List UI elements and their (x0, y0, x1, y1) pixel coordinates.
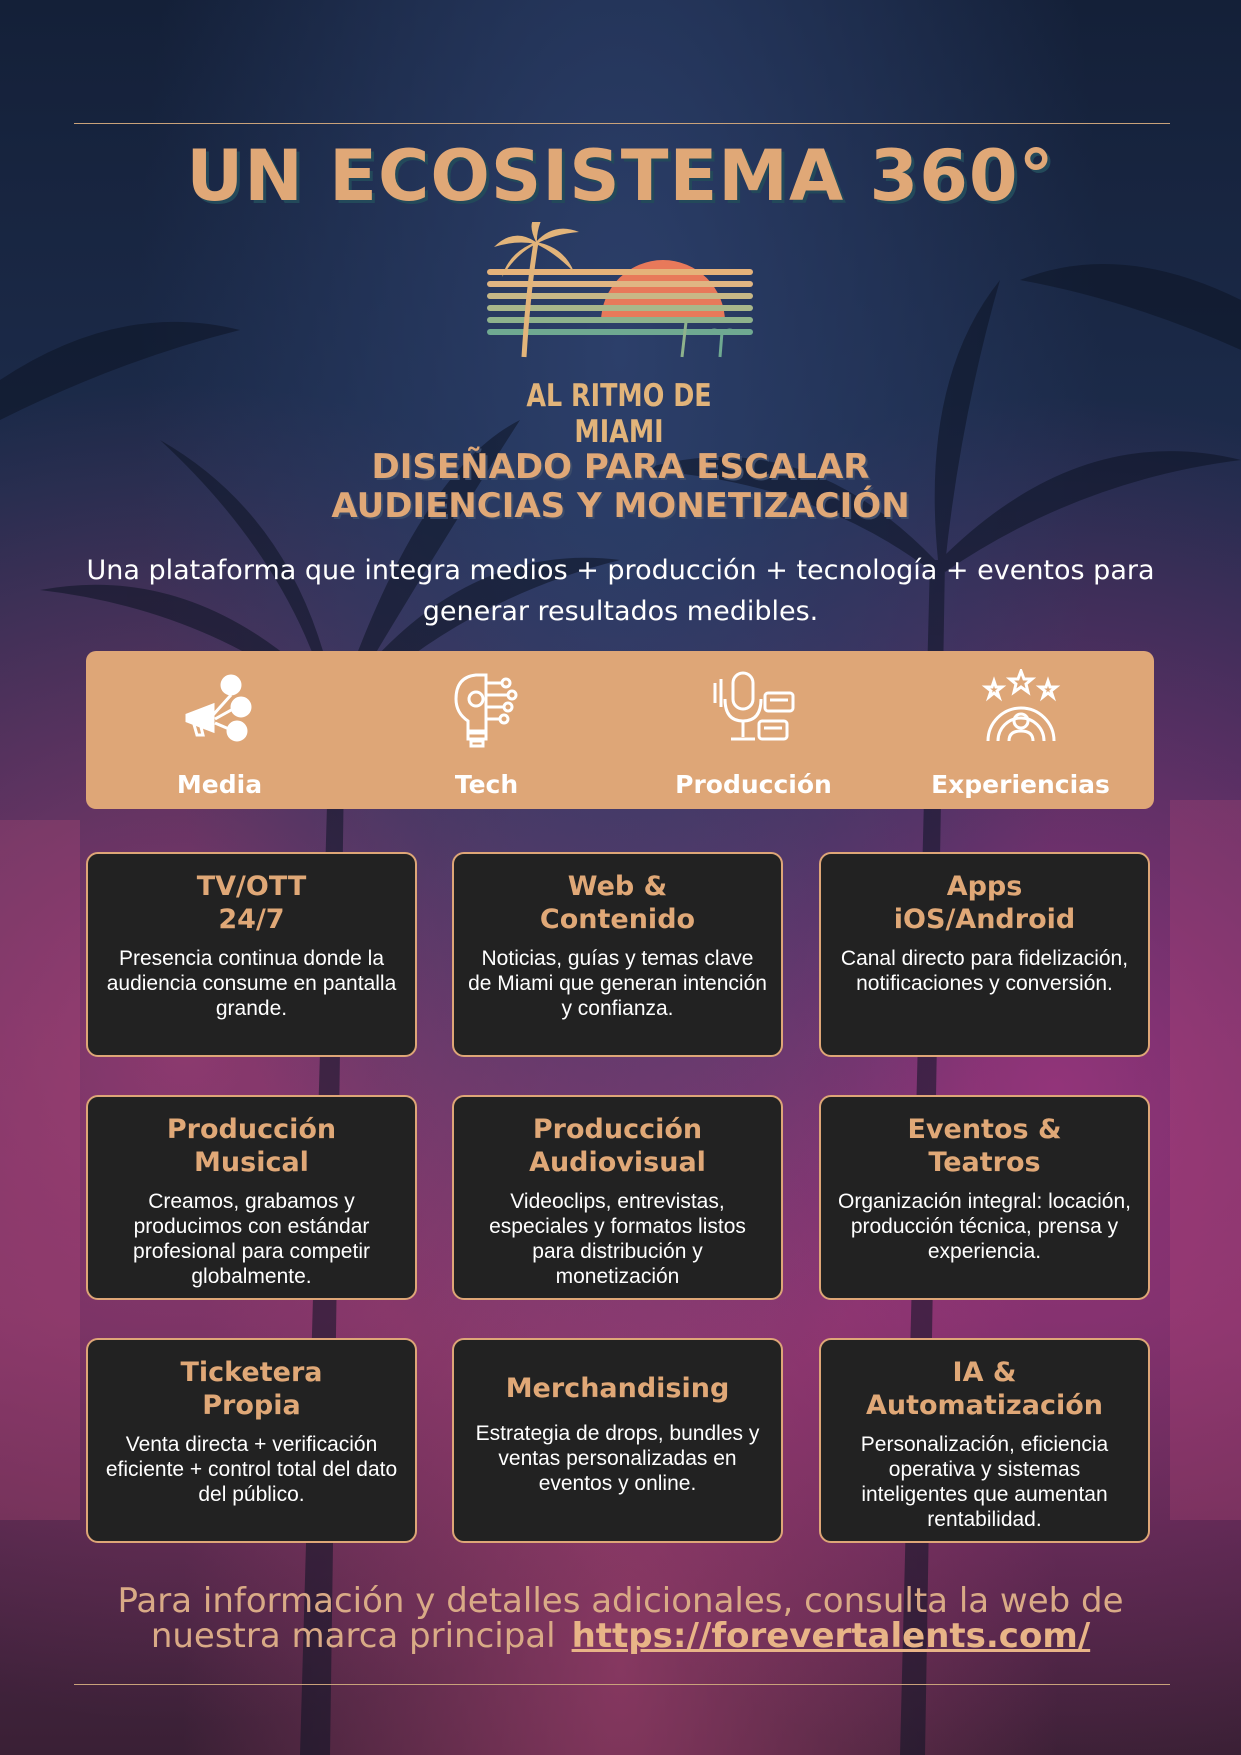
subheadline (0, 448, 1241, 526)
card-description: Presencia continua donde la audiencia consume en pantalla grande. (106, 947, 397, 1020)
card-title: IA & Automatización (865, 1357, 1104, 1421)
pillar-tech (353, 651, 620, 809)
card-eventos-teatros (819, 1095, 1150, 1300)
card-title: TV/OTT 24/7 (196, 871, 307, 935)
card-description: Organización integral: locación, producción técnica, prensa y experiencia. (838, 1190, 1131, 1263)
pillar-label: Tech (454, 770, 519, 799)
card-produccion-audiovisual (452, 1095, 783, 1300)
pillar-experiencias (887, 651, 1154, 809)
card-title: Web & Contenido (539, 871, 696, 935)
bottom-divider (74, 1684, 1170, 1685)
card-ticketera (86, 1338, 417, 1543)
footer-line-2-text: nuestra marca principal (150, 1616, 556, 1656)
logo-wordmark: AL RITMO DE MIAMI (526, 378, 712, 450)
footer-line-1: Para información y detalles adicionales, consulta la web de (117, 1581, 1124, 1621)
card-description: Videoclips, entrevistas, especiales y formatos listos para distribución y monetización (489, 1190, 746, 1288)
subheadline-line-2: AUDIENCIAS Y MONETIZACIÓN (331, 486, 910, 526)
card-title: Producción Audiovisual (529, 1114, 706, 1178)
headline: UN ECOSISTEMA 360° (186, 135, 1055, 217)
card-description: Personalización, eficiencia operativa y sistemas inteligentes que aumentan rentabilidad. (860, 1433, 1109, 1531)
card-produccion-musical (86, 1095, 417, 1300)
card-description: Venta directa + verificación eficiente + control total del dato del público. (105, 1433, 398, 1506)
website-link[interactable]: https://forevertalents.com/ (571, 1616, 1091, 1656)
card-title: Apps iOS/Android (893, 871, 1076, 935)
pillars-bar (86, 651, 1154, 809)
footer-line-2 (0, 1616, 1241, 1656)
card-title: Merchandising (505, 1373, 730, 1404)
megaphone-social-icon (179, 669, 261, 751)
pillar-label: Experiencias (931, 770, 1110, 799)
stars-audience-icon (980, 669, 1062, 751)
pillar-label: Producción (675, 770, 832, 799)
card-description: Canal directo para fidelización, notificaciones y conversión. (840, 947, 1129, 995)
top-divider (74, 123, 1170, 124)
card-description: Noticias, guías y temas clave de Miami que generan intención y confianza. (468, 947, 767, 1020)
lightbulb-circuit-icon (446, 669, 528, 751)
card-tv-ott (86, 852, 417, 1057)
card-description: Creamos, grabamos y producimos con estándar profesional para competir globalmente. (133, 1190, 370, 1288)
card-web-contenido (452, 852, 783, 1057)
microphone-chat-icon (713, 669, 795, 751)
card-description: Estrategia de drops, bundles y ventas personalizadas en eventos y online. (475, 1422, 760, 1495)
card-apps (819, 852, 1150, 1057)
intro-text: Una plataforma que integra medios + producción + tecnología + eventos para generar resultados medibles. (86, 555, 1155, 627)
subheadline-line-1: DISEÑADO PARA ESCALAR (371, 447, 870, 487)
card-ia-automatizacion (819, 1338, 1150, 1543)
card-title: Ticketera Propia (180, 1357, 323, 1421)
pillar-produccion (620, 651, 887, 809)
card-merchandising (452, 1338, 783, 1543)
card-title: Eventos & Teatros (907, 1114, 1062, 1178)
card-title: Producción Musical (166, 1114, 337, 1178)
pillar-label: Media (176, 770, 263, 799)
footer-note (0, 1581, 1241, 1656)
pillar-media (86, 651, 353, 809)
